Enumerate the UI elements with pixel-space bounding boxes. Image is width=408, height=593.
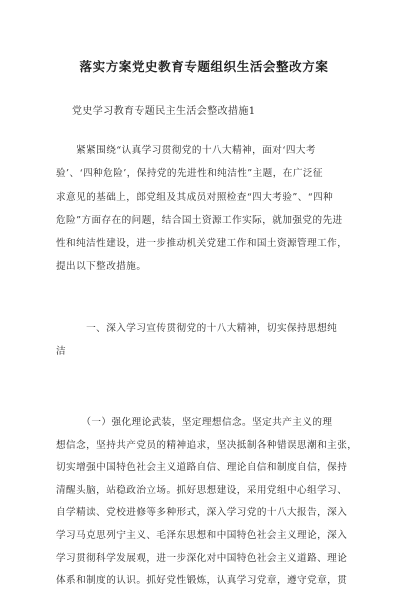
paragraph-intro [56,139,347,279]
paragraph-line: 危险”方面存在的问题，结合国土资源工作实际，就加强党的先进 [56,214,343,226]
paragraph-subsection-1 [56,412,357,593]
document-subtitle: 党史学习教育专题民主生活会整改措施1 [72,106,256,117]
paragraph-line: 切实增强中国特色社会主义道路自信、理论自信和制度自信，保持 [56,462,348,474]
paragraph-line: 清醒头脑，站稳政治立场。抓好思想建设，采用党组中心组学习、 [56,484,348,496]
paragraph-line: 学习贯彻科学发展观，进一步深化对中国特色社会主义道路、理论 [56,552,348,564]
section-heading-1 [56,317,337,364]
paragraph-line: 求意见的基础上，郎党组及其成员对照检查“四大考验”、“四种 [56,191,334,203]
paragraph-line: 自学精读、党校进修等多种形式，深入学习党的十八大报告，深入 [56,507,348,519]
paragraph-line: 紧紧围绕“认真学习贯彻党的十八大精神，面对‘四大考 [56,145,316,156]
paragraph-line: 洁 [56,346,67,358]
paragraph-line: 学习马克思列宁主义、毛泽东思想和中国特色社会主义理论，深入 [56,529,348,541]
paragraph-line: （一）强化理论武装，坚定理想信念。坚定共产主义的理 [56,417,333,428]
paragraph-line: 提出以下整改措施。 [56,261,147,273]
paragraph-line: 性和纯洁性建设，进一步推动机关党建工作和国土资源管理工作， [56,238,348,250]
document-title: 落实方案党史教育专题组织生活会整改方案 [79,59,329,74]
paragraph-line: 体系和制度的认识。抓好党性锻炼，认真学习党章，遵守党章，贯 [56,575,348,587]
paragraph-line: 想信念，坚持共产党员的精神追求，坚决抵制各种错误思潮和主张， [56,439,358,451]
paragraph-line: 一、深入学习宣传贯彻党的十八大精神，切实保持思想纯 [56,323,338,334]
paragraph-line: 验’、‘四种危险’，保持党的先进性和纯洁性”主题，在广泛征 [56,168,323,180]
